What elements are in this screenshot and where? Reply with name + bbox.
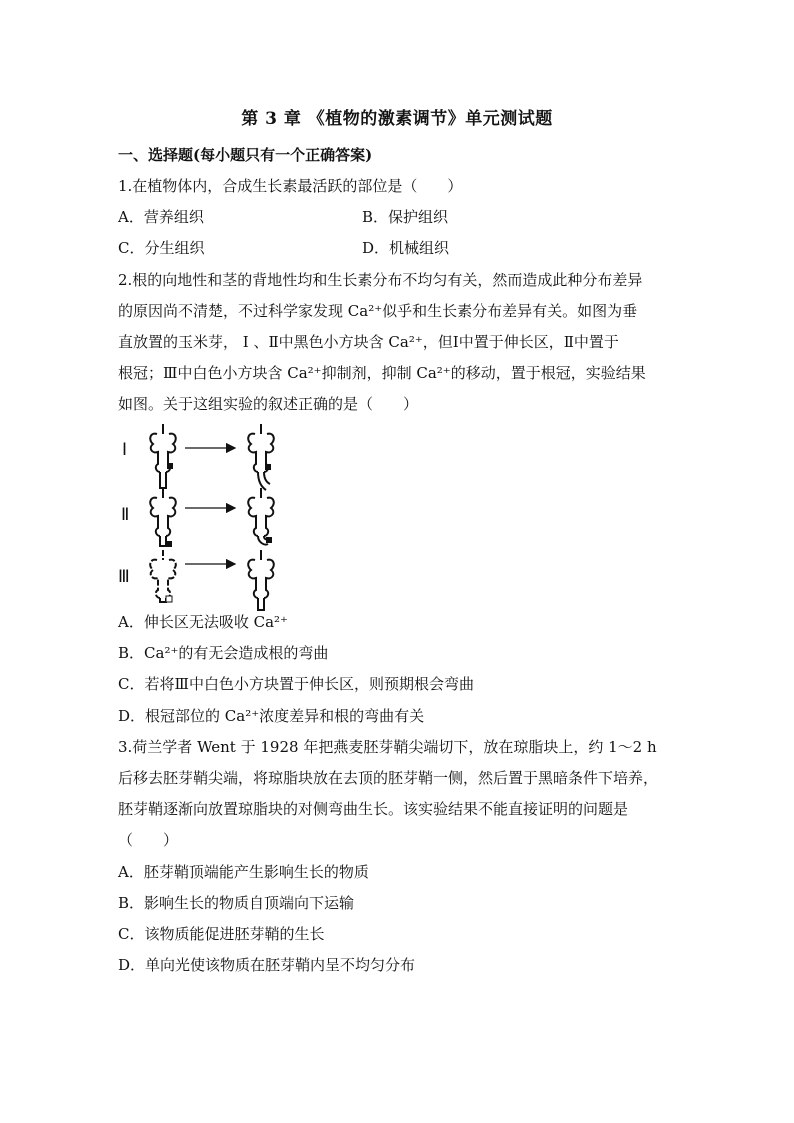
q2-stem-line-2: 的原因尚不清楚，不过科学家发现 Ca²⁺似乎和生长素分布差异有关。如图为垂: [118, 302, 638, 320]
sprout-row-3: [150, 550, 274, 610]
q1-option-c: C．分生组织: [118, 239, 205, 257]
q3-stem-line-4: （ ）: [118, 831, 179, 849]
q2-stem-line-4: 根冠；Ⅲ中白色小方块含 Ca²⁺抑制剂，抑制 Ca²⁺的移动，置于根冠，实验结果: [118, 364, 646, 382]
q3-stem-line-3: 胚芽鞘逐渐向放置琼脂块的对侧弯曲生长。该实验结果不能直接证明的问题是: [118, 800, 629, 818]
q1-stem: 1.在植物体内，合成生长素最活跃的部位是（ ）: [118, 177, 463, 195]
q2-stem-line-5: 如图。关于这组实验的叙述正确的是（ ）: [118, 395, 419, 413]
q2-option-b: B．Ca²⁺的有无会造成根的弯曲: [118, 644, 329, 662]
page-title: 第 3 章 《植物的激素调节》单元测试题: [241, 109, 553, 129]
q3-option-a: A．胚芽鞘顶端能产生影响生长的物质: [118, 863, 369, 881]
q1-option-b: B．保护组织: [362, 208, 449, 226]
figure-label-1: Ⅰ: [122, 440, 128, 459]
black-ca-block-1b: [265, 464, 271, 470]
q3-stem-line-2: 后移去胚芽鞘尖端，将琼脂块放在去顶的胚芽鞘一侧，然后置于黑暗条件下培养，: [118, 769, 659, 787]
black-ca-block-2b: [266, 537, 272, 543]
white-inhibitor-block-3: [166, 596, 172, 602]
q2-option-c: C．若将Ⅲ中白色小方块置于伸长区，则预期根会弯曲: [118, 675, 474, 693]
q2-stem-line-3: 直放置的玉米芽， Ⅰ 、Ⅱ中黑色小方块含 Ca²⁺，但Ⅰ中置于伸长区，Ⅱ中置于: [118, 333, 619, 351]
figure-label-2: Ⅱ: [121, 505, 130, 524]
black-ca-block-2: [166, 541, 172, 547]
sprout-bent-2: [248, 488, 274, 545]
sprout-bent-1: [248, 424, 274, 490]
sprout-straight-3b: [248, 550, 274, 610]
q1-option-a: A．营养组织: [118, 208, 204, 226]
sprout-straight-2: [150, 488, 176, 547]
sprout-straight-3: [150, 550, 176, 602]
q2-option-d: D．根冠部位的 Ca²⁺浓度差异和根的弯曲有关: [118, 707, 425, 725]
q2-stem-line-1: 2.根的向地性和茎的背地性均和生长素分布不均匀有关，然而造成此种分布差异: [118, 271, 643, 289]
corn-sprout-figure: [140, 420, 300, 605]
q3-option-c: C．该物质能促进胚芽鞘的生长: [118, 925, 325, 943]
q3-option-d: D．单向光使该物质在胚芽鞘内呈不均匀分布: [118, 956, 416, 974]
q2-option-a: A．伸长区无法吸收 Ca²⁺: [118, 613, 288, 631]
figure-label-3: Ⅲ: [118, 567, 130, 586]
q3-stem-line-1: 3.荷兰学者 Went 于 1928 年把燕麦胚芽鞘尖端切下，放在琼脂块上，约 1～2 h: [118, 738, 657, 756]
sprout-row-2: [150, 488, 274, 547]
q1-option-d: D．机械组织: [362, 239, 450, 257]
sprout-straight-1: [150, 424, 176, 488]
sprout-row-1: [150, 424, 274, 490]
q3-option-b: B．影响生长的物质自顶端向下运输: [118, 894, 355, 912]
section-heading: 一、选择题(每小题只有一个正确答案): [118, 146, 373, 164]
black-ca-block-1: [167, 463, 173, 469]
